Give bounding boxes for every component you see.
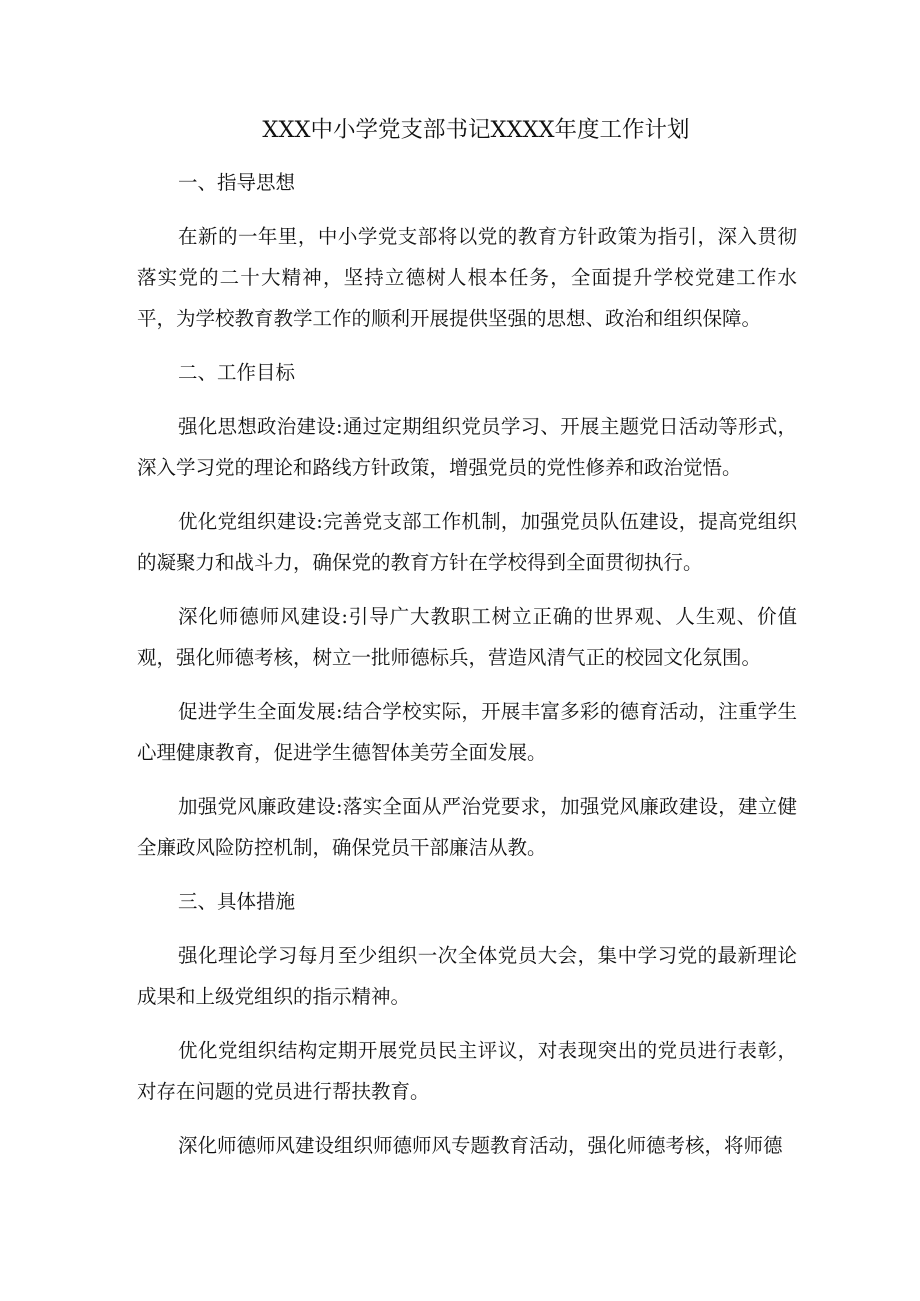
section-paragraph: 促进学生全面发展:结合学校实际，开展丰富多彩的德育活动，注重学生心理健康教育，促进学生德智体美劳全面发展。 [137, 700, 797, 764]
section-paragraph: 在新的一年里，中小学党支部将以党的教育方针政策为指引，深入贯彻落实党的二十大精神，坚持立德树人根本任务，全面提升学校党建工作水平，为学校教育教学工作的顺利开展提供坚强的思想、政治和组织保障。 [137, 225, 797, 330]
section-paragraph: 优化党组织建设:完善党支部工作机制，加强党员队伍建设，提高党组织的凝聚力和战斗力，确保党的教育方针在学校得到全面贯彻执行。 [137, 510, 797, 574]
section-guiding-ideology [137, 162, 797, 339]
section-paragraph: 强化理论学习每月至少组织一次全体党员大会，集中学习党的最新理论成果和上级党组织的指示精神。 [137, 944, 797, 1008]
section-paragraph: 深化师德师风建设:引导广大教职工树立正确的世界观、人生观、价值观，强化师德考核，树立一批师德标兵，营造风清气正的校园文化氛围。 [137, 605, 797, 669]
section-paragraph: 优化党组织结构定期开展党员民主评议，对表现突出的党员进行表彰，对存在问题的党员进行帮扶教育。 [137, 1039, 797, 1103]
section-specific-measures [137, 881, 797, 1166]
section-heading: 三、具体措施 [178, 890, 296, 913]
section-paragraph: 加强党风廉政建设:落实全面从严治党要求，加强党风廉政建设，建立健全廉政风险防控机制，确保党员干部廉洁从教。 [137, 795, 797, 859]
section-heading: 一、指导思想 [178, 171, 296, 194]
section-heading: 二、工作目标 [178, 361, 296, 384]
section-paragraph: 深化师德师风建设组织师德师风专题教育活动，强化师德考核，将师德 [178, 1134, 783, 1157]
section-work-goals [137, 352, 797, 868]
section-paragraph: 强化思想政治建设:通过定期组织党员学习、开展主题党日活动等形式，深入学习党的理论和路线方针政策，增强党员的党性修养和政治觉悟。 [137, 415, 797, 479]
document-body [137, 112, 797, 1179]
document-title: XXX中小学党支部书记XXXX年度工作计划 [262, 117, 690, 143]
